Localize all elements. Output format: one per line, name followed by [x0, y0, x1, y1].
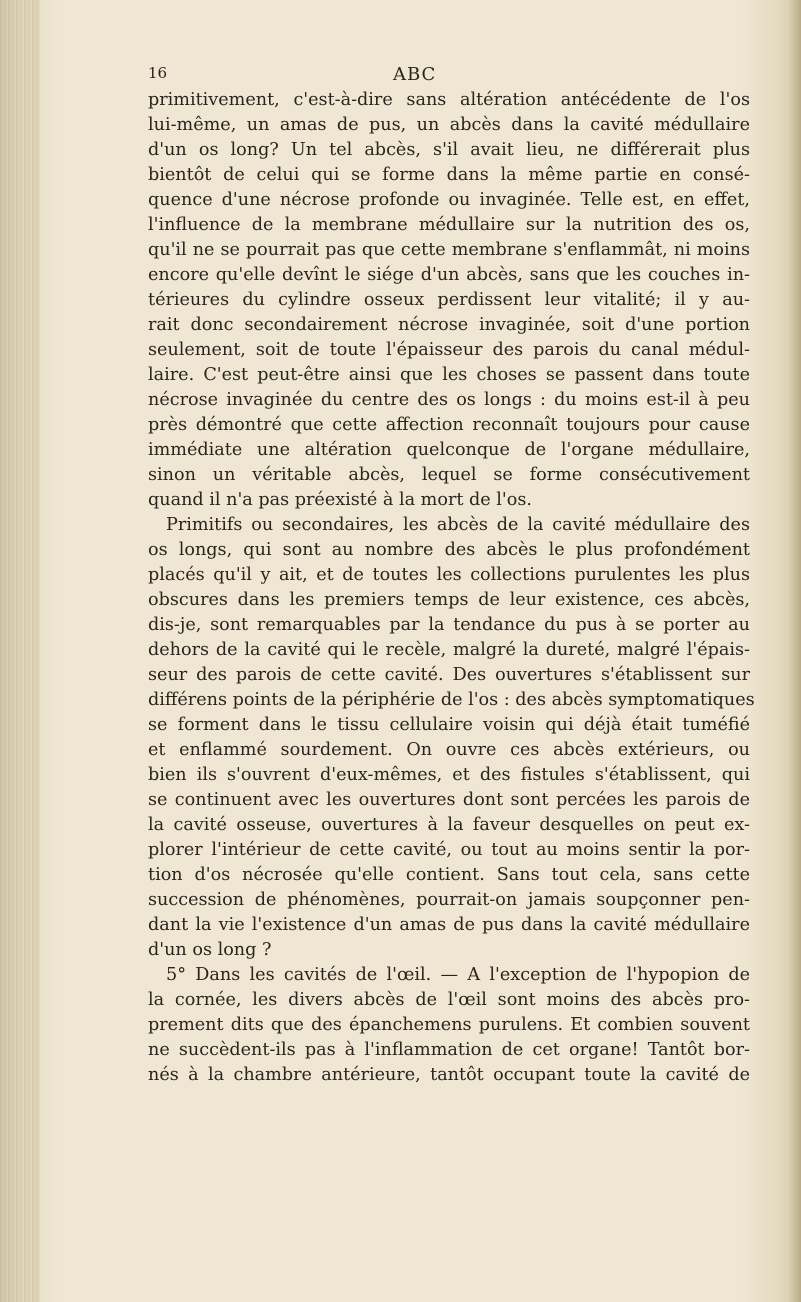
text-line: rait donc secondairement nécrose invaginée, soit d'une portion — [148, 315, 750, 335]
book-gutter — [0, 0, 40, 1302]
text-line: encore qu'elle devînt le siége d'un abcès, sans que les couches in- — [148, 265, 750, 285]
text-line: tion d'os nécrosée qu'elle contient. Sans tout cela, sans cette — [148, 865, 750, 885]
text-line: succession de phénomènes, pourrait-on jamais soupçonner pen- — [148, 890, 750, 910]
text-line: seur des parois de cette cavité. Des ouvertures s'établissent sur — [148, 665, 750, 685]
text-line: différens points de la périphérie de l'os : des abcès symptomatiques — [148, 690, 755, 710]
text-line: nécrose invaginée du centre des os longs : du moins est-il à peu — [148, 390, 750, 410]
text-line: bientôt de celui qui se forme dans la même partie en consé- — [148, 165, 750, 185]
body-text — [148, 88, 755, 1088]
text-line: se continuent avec les ouvertures dont sont percées les parois de — [148, 790, 750, 810]
text-line: près démontré que cette affection reconnaît toujours pour cause — [148, 415, 750, 435]
page-header — [148, 64, 708, 88]
text-line: qu'il ne se pourrait pas que cette membrane s'enflammât, ni moins — [148, 240, 750, 260]
page-edge — [787, 0, 801, 1302]
text-line: d'un os long ? — [148, 940, 272, 960]
text-line: lui-même, un amas de pus, un abcès dans la cavité médullaire — [148, 115, 750, 135]
text-line: plorer l'intérieur de cette cavité, ou tout au moins sentir la por- — [148, 840, 750, 860]
text-line: se forment dans le tissu cellulaire voisin qui déjà était tuméfié — [148, 715, 750, 735]
text-line: dehors de la cavité qui le recèle, malgré la dureté, malgré l'épais- — [148, 640, 750, 660]
text-line: laire. C'est peut-être ainsi que les choses se passent dans toute — [148, 365, 750, 385]
text-line: sinon un véritable abcès, lequel se forme consécutivement — [148, 465, 750, 485]
text-line: 5° Dans les cavités de l'œil. — A l'exception de l'hypopion de — [166, 965, 750, 985]
text-line: d'un os long? Un tel abcès, s'il avait lieu, ne différerait plus — [148, 140, 750, 160]
text-line: la cavité osseuse, ouvertures à la faveur desquelles on peut ex- — [148, 815, 750, 835]
text-line: nés à la chambre antérieure, tantôt occupant toute la cavité de — [148, 1065, 750, 1085]
text-line: seulement, soit de toute l'épaisseur des parois du canal médul- — [148, 340, 750, 360]
text-line: dant la vie l'existence d'un amas de pus dans la cavité médullaire — [148, 915, 750, 935]
text-line: quand il n'a pas préexisté à la mort de l'os. — [148, 490, 532, 510]
text-line: la cornée, les divers abcès de l'œil sont moins des abcès pro- — [148, 990, 750, 1010]
text-line: bien ils s'ouvrent d'eux-mêmes, et des fistules s'établissent, qui — [148, 765, 750, 785]
text-line: prement dits que des épanchemens purulens. Et combien souvent — [148, 1015, 750, 1035]
text-line: dis-je, sont remarquables par la tendance du pus à se porter au — [148, 615, 750, 635]
page-number: 16 — [148, 64, 168, 82]
text-line: Primitifs ou secondaires, les abcès de la cavité médullaire des — [166, 515, 750, 535]
text-line: quence d'une nécrose profonde ou invaginée. Telle est, en effet, — [148, 190, 750, 210]
text-line: obscures dans les premiers temps de leur existence, ces abcès, — [148, 590, 750, 610]
text-line: ne succèdent-ils pas à l'inflammation de cet organe! Tantôt bor- — [148, 1040, 750, 1060]
running-head: ABC — [393, 64, 437, 85]
text-line: os longs, qui sont au nombre des abcès le plus profondément — [148, 540, 750, 560]
text-line: immédiate une altération quelconque de l'organe médullaire, — [148, 440, 750, 460]
text-line: primitivement, c'est-à-dire sans altération antécédente de l'os — [148, 90, 750, 110]
text-line: térieures du cylindre osseux perdissent leur vitalité; il y au- — [148, 290, 750, 310]
text-line: et enflammé sourdement. On ouvre ces abcès extérieurs, ou — [148, 740, 750, 760]
text-line: l'influence de la membrane médullaire sur la nutrition des os, — [148, 215, 750, 235]
text-line: placés qu'il y ait, et de toutes les collections purulentes les plus — [148, 565, 750, 585]
